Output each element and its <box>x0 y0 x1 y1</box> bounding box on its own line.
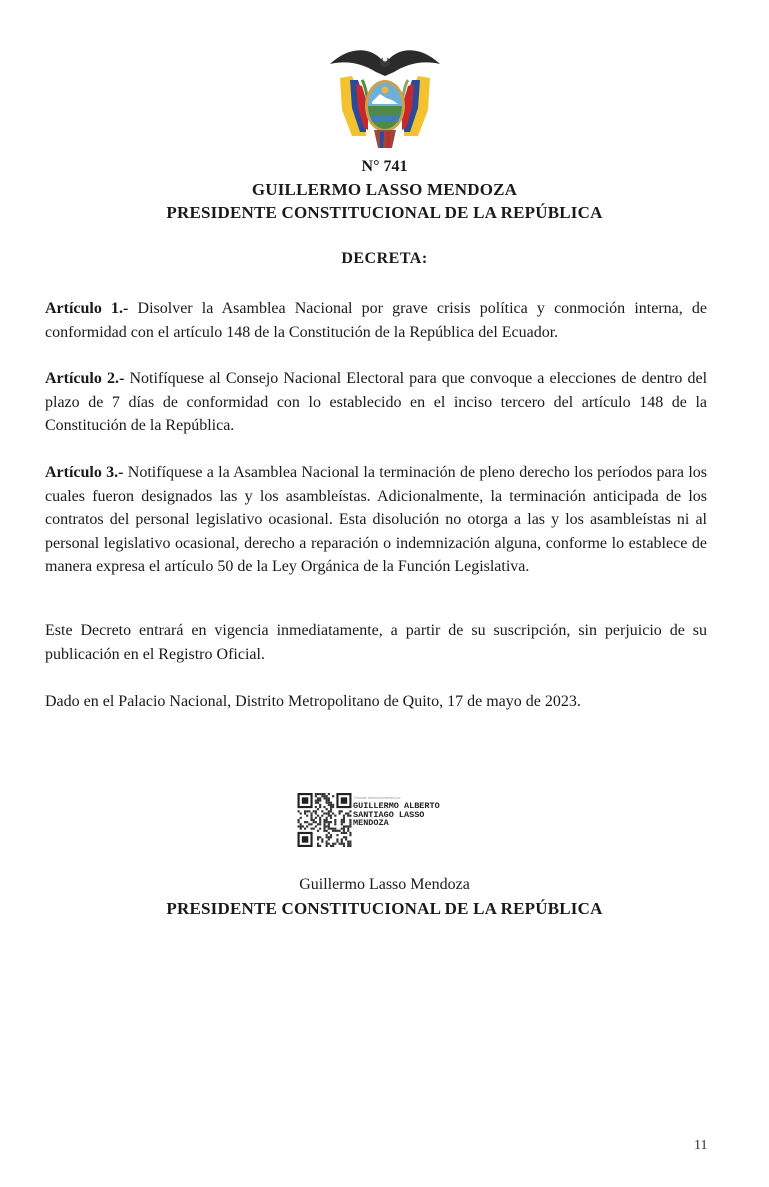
president-name-heading: GUILLERMO LASSO MENDOZA <box>251 180 518 199</box>
president-title-heading: PRESIDENTE CONSTITUCIONAL DE LA REPÚBLICA <box>166 203 603 222</box>
signer-line: GUILLERMO ALBERTO <box>353 801 440 811</box>
article-2-text: Notifíquese al Consejo Nacional Electoral para que convoque a elecciones de dentro del plazo de 7 días de conformidad con lo establecido en el inciso tercero del artículo 148 de la Constitución de la República. <box>45 370 708 434</box>
electronic-signature <box>297 793 457 847</box>
dado-paragraph: Dado en el Palacio Nacional, Distrito Metropolitano de Quito, 17 de mayo de 2023. <box>45 693 581 710</box>
signatory-name: Guillermo Lasso Mendoza <box>299 876 470 893</box>
article-1-label: Artículo 1.- <box>45 300 129 317</box>
signer-line: MENDOZA <box>353 818 389 828</box>
signer-name <box>353 802 440 828</box>
article-3 <box>45 461 707 579</box>
signatory-title: PRESIDENTE CONSTITUCIONAL DE LA REPÚBLICA <box>166 899 603 918</box>
article-3-label: Artículo 3.- <box>45 464 124 481</box>
signer-line: SANTIAGO LASSO <box>353 809 425 820</box>
article-2-label: Artículo 2.- <box>45 370 125 387</box>
page-number: 11 <box>694 1138 708 1153</box>
qr-code-icon <box>297 793 352 847</box>
decree-number: N° 741 <box>361 158 408 175</box>
article-2 <box>45 367 707 438</box>
signature-caption: Firmado electrónicamente por: <box>354 796 402 800</box>
decreta-heading: DECRETA: <box>341 250 428 267</box>
article-1-text: Disolver la Asamblea Nacional por grave crisis política y conmoción interna, de conformidad con el artículo 148 de la Constitución de la República del Ecuador. <box>45 300 708 341</box>
article-3-text: Notifíquese a la Asamblea Nacional la terminación de pleno derecho los períodos para los cuales fueron designados las y los asambleístas. Adicionalmente, la terminación anticipada de los contratos del personal legislativo ocasional. Esta disolución no otorga a las y los asambleístas ni al personal legislativo ocasional, derecho a reparación o indemnización alguna, conforme lo establece de manera expresa el artículo 50 de la Ley Orgánica de la Función Legislativa. <box>45 464 708 575</box>
vigencia-paragraph: Este Decreto entrará en vigencia inmediatamente, a partir de su suscripción, sin perjuicio de su publicación en el Registro Oficial. <box>45 622 707 663</box>
ecuador-coat-of-arms-icon <box>322 40 448 152</box>
article-1 <box>45 297 707 344</box>
